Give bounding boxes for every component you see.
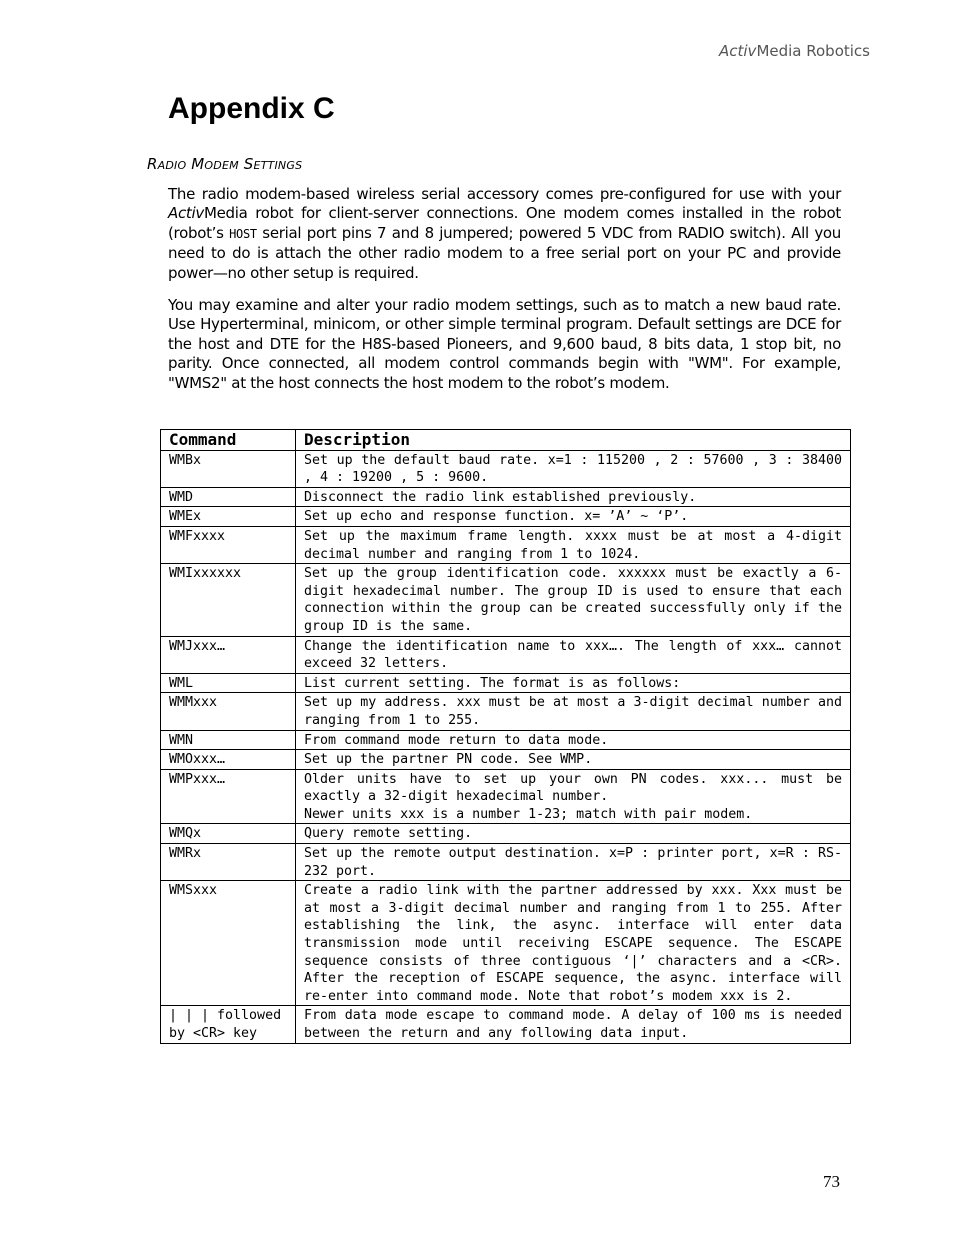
command-cell: WMSxxx (161, 881, 296, 1006)
command-cell: WMOxxx… (161, 750, 296, 770)
command-cell: WMPxxx… (161, 769, 296, 824)
description-cell: Set up the group identification code. xxxxxx must be exactly a 6-digit hexadecimal number. The group ID is used to ensure that each connection within the group can be created successfully only if the group ID is the same. (296, 564, 851, 636)
command-cell: WMN (161, 730, 296, 750)
section-heading: Radio Modem Settings (147, 155, 303, 173)
description-cell: Set up echo and response function. x= ’A’ ~ ‘P’. (296, 507, 851, 527)
command-cell: WMQx (161, 824, 296, 844)
command-cell: WMMxxx (161, 693, 296, 730)
running-header (719, 42, 870, 60)
command-cell: WMEx (161, 507, 296, 527)
command-cell: WMJxxx… (161, 636, 296, 673)
description-cell: From data mode escape to command mode. A delay of 100 ms is needed between the return and any following data input. (296, 1006, 851, 1043)
command-cell: WMFxxxx (161, 526, 296, 563)
description-column-header: Description (296, 430, 851, 451)
table-row (161, 636, 851, 673)
description-cell: Disconnect the radio link established previously. (296, 487, 851, 507)
table-row (161, 1006, 851, 1043)
table-row (161, 769, 851, 824)
command-cell: WML (161, 673, 296, 693)
command-cell: WMBx (161, 450, 296, 487)
description-cell: Set up the remote output destination. x=P : printer port, x=R : RS-232 port. (296, 844, 851, 881)
modem-command-table (160, 429, 851, 1044)
table-row (161, 693, 851, 730)
table-row (161, 673, 851, 693)
table-row (161, 881, 851, 1006)
table-row (161, 824, 851, 844)
command-column-header: Command (161, 430, 296, 451)
table-row (161, 526, 851, 563)
description-cell: From command mode return to data mode. (296, 730, 851, 750)
table-row (161, 507, 851, 527)
description-cell: Set up my address. xxx must be at most a 3-digit decimal number and ranging from 1 to 255. (296, 693, 851, 730)
description-cell: Set up the default baud rate. x=1 : 115200 , 2 : 57600 , 3 : 38400 , 4 : 19200 , 5 : 9600. (296, 450, 851, 487)
command-cell: | | | followed by <CR> key (161, 1006, 296, 1043)
command-cell: WMRx (161, 844, 296, 881)
table-row (161, 730, 851, 750)
header-brand-italic: Activ (719, 42, 757, 60)
description-cell: Set up the maximum frame length. xxxx must be at most a 4-digit decimal number and ranging from 1 to 1024. (296, 526, 851, 563)
description-cell: Create a radio link with the partner addressed by xxx. Xxx must be at most a 3-digit decimal number and ranging from 1 to 255. After establishing the link, the async. interface will enter data transmission mode until receiving ESCAPE sequence. The ESCAPE sequence consists of three contiguous ‘|’ characters and a <CR>. After the reception of ESCAPE sequence, the async. interface will re-enter into command mode. Note that robot’s modem xxx is 2. (296, 881, 851, 1006)
table-row (161, 750, 851, 770)
intro-part3: serial port pins 7 and 8 jumpered; powered 5 VDC from RADIO switch). All you need to do is attach the other radio modem to a free serial port on your PC and provide power—no other setup is required. (168, 223, 841, 282)
description-cell: Set up the partner PN code. See WMP. (296, 750, 851, 770)
table-row (161, 487, 851, 507)
intro-activ-italic: Activ (168, 204, 204, 223)
description-cell: Change the identification name to xxx…. The length of xxx… cannot exceed 32 letters. (296, 636, 851, 673)
intro-part1: The radio modem-based wireless serial accessory comes pre-configured for use with your (168, 185, 841, 203)
table-row (161, 564, 851, 636)
page-number: 73 (823, 1172, 840, 1191)
settings-paragraph: You may examine and alter your radio modem settings, such as to match a new baud rate. Use Hyperterminal, minicom, or other simple terminal program. Default settings are DCE for the host and DTE for the H8S-based Pioneers, and 9,600 baud, 8 bits data, 1 stop bit, no parity. Once connected, all modem control commands begin with "WM". For example, "WMS2" at the host connects the host modem to the robot’s modem. (168, 296, 841, 392)
description-cell: List current setting. The format is as follows: (296, 673, 851, 693)
description-line: Older units have to set up your own PN codes. xxx... must be exactly a 32-digit hexadecimal number. (304, 771, 842, 805)
table-row (161, 844, 851, 881)
description-cell (296, 769, 851, 824)
description-line: Newer units xxx is a number 1-23; match with pair modem. (304, 806, 753, 822)
command-cell: WMIxxxxxx (161, 564, 296, 636)
command-cell: WMD (161, 487, 296, 507)
intro-part2: Media robot for client-server connections. One modem comes installed in the robot (robot’s (168, 204, 841, 242)
table-header-row (161, 430, 851, 451)
description-cell: Query remote setting. (296, 824, 851, 844)
header-brand-rest: Media Robotics (756, 42, 870, 60)
table-row (161, 450, 851, 487)
intro-paragraph (168, 185, 841, 283)
intro-host-code: HOST (229, 226, 257, 241)
page-title: Appendix C (168, 92, 335, 125)
